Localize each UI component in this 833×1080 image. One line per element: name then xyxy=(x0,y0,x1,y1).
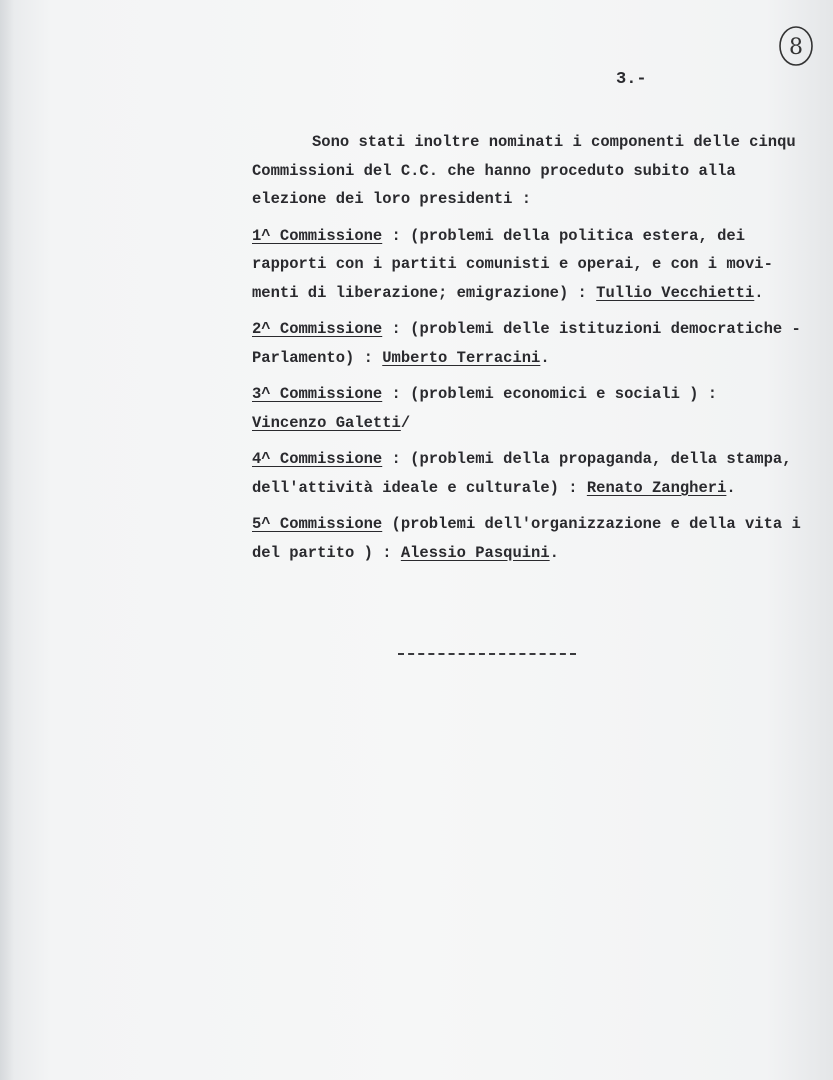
commission-2-president: Umberto Terracini xyxy=(382,348,541,367)
commission-1-line3: menti di liberazione; emigrazione) : xyxy=(252,283,597,302)
commission-3-line1: : (problemi economici e sociali ) : xyxy=(382,385,718,403)
commission-1-line2: rapporti con i partiti comunisti e operai, e con i movi- xyxy=(252,255,773,273)
commission-1 xyxy=(252,222,833,308)
commission-2-end: . xyxy=(540,348,550,367)
document-body xyxy=(252,128,833,567)
intro-line-3: elezione dei loro presidenti : xyxy=(252,190,532,208)
commission-3-end: / xyxy=(400,413,411,432)
commission-5-president: Alessio Pasquini xyxy=(400,543,550,562)
commission-4 xyxy=(252,445,833,502)
commission-5-label: 5^ Commissione xyxy=(252,515,383,533)
closing-divider xyxy=(398,653,576,655)
commission-5 xyxy=(252,510,833,567)
intro-line-1: Sono stati inoltre nominati i componenti delle cinqu xyxy=(312,133,796,151)
commission-4-line1: : (problemi della propaganda, della stampa, xyxy=(382,450,792,468)
commission-4-president: Renato Zangheri xyxy=(586,478,727,497)
commission-1-end: . xyxy=(754,283,764,302)
commission-2-line1: : (problemi delle istituzioni democratiche - xyxy=(382,320,801,338)
commission-1-label: 1^ Commissione xyxy=(252,226,383,245)
intro-line-2: Commissioni del C.C. che hanno proceduto subito alla xyxy=(252,161,736,180)
page-stamp xyxy=(778,24,814,68)
commission-5-line2: del partito ) : xyxy=(252,543,401,562)
commission-5-line1: (problemi dell'organizzazione e della vita i xyxy=(382,515,801,533)
commission-1-president: Tullio Vecchietti xyxy=(596,283,755,302)
stamp-number: 8 xyxy=(789,35,803,60)
commission-3-president: Vincenzo Galetti xyxy=(252,413,401,432)
page-edge-shadow xyxy=(0,0,14,1080)
commission-2 xyxy=(252,315,833,372)
commission-2-line2: Parlamento) : xyxy=(252,348,383,367)
commission-5-end: . xyxy=(549,543,559,562)
commission-4-line2: dell'attività ideale e culturale) : xyxy=(252,478,587,497)
commission-3-label: 3^ Commissione xyxy=(252,385,383,403)
commission-3 xyxy=(252,380,833,437)
commission-1-line1: : (problemi della politica estera, dei xyxy=(382,226,745,245)
commission-4-label: 4^ Commissione xyxy=(252,450,383,468)
page-number: 3.- xyxy=(616,70,647,89)
intro-paragraph xyxy=(252,128,833,214)
commission-4-end: . xyxy=(726,478,736,497)
commission-2-label: 2^ Commissione xyxy=(252,320,383,338)
